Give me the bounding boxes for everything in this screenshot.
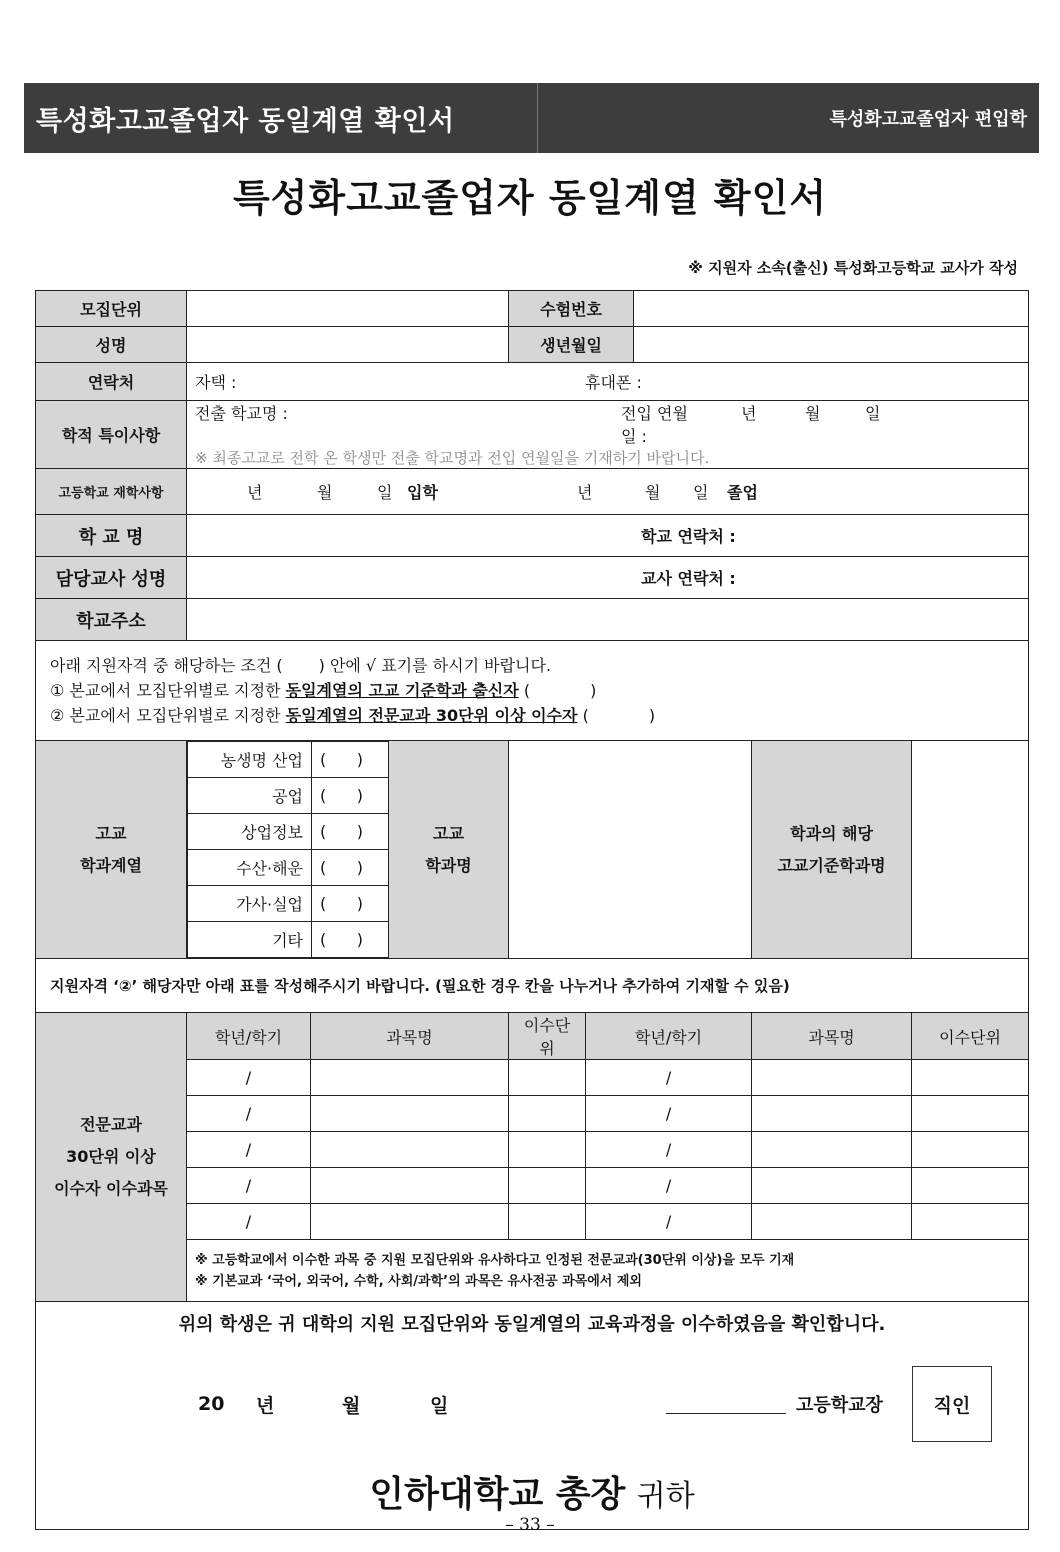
field-home-check[interactable]: ( ) bbox=[312, 886, 389, 922]
grad-month: 월 bbox=[645, 483, 661, 502]
confirmation-form-table bbox=[35, 290, 1029, 1530]
course-note-2: ※ 기본교과 ‘국어, 외국어, 수학, 사회/과학’의 과목은 유사전공 과목에서 제외 bbox=[195, 1273, 642, 1289]
course-block-label bbox=[36, 1013, 187, 1302]
std-dept-label bbox=[752, 741, 912, 959]
transfer-month: 월 bbox=[805, 404, 821, 423]
name-label: 성명 bbox=[36, 327, 187, 363]
teacher-label: 담당교사 성명 bbox=[36, 557, 187, 599]
std-dept-line1: 학과의 해당 bbox=[790, 823, 873, 843]
qualification-block bbox=[36, 641, 1029, 741]
recipient-name: 인하대학교 총장 bbox=[369, 1474, 626, 1515]
confirmation-block bbox=[36, 1302, 1029, 1530]
term-left-1[interactable]: / bbox=[187, 1060, 311, 1096]
subject-right-3[interactable] bbox=[752, 1132, 912, 1168]
recipient-honorific: 귀하 bbox=[636, 1479, 695, 1514]
date-month: 월 bbox=[342, 1394, 361, 1417]
qualification-item-1 bbox=[50, 678, 1014, 703]
qualification-intro bbox=[50, 653, 1014, 678]
subject-left-5[interactable] bbox=[311, 1204, 509, 1240]
course-label-line1: 전문교과 bbox=[80, 1115, 142, 1134]
recipient-line bbox=[36, 1466, 1028, 1517]
enroll-label: 고등학교 재학사항 bbox=[36, 469, 187, 515]
term-left-3[interactable]: / bbox=[187, 1132, 311, 1168]
admit-day: 일 bbox=[377, 483, 393, 502]
item2-prefix: ② 본교에서 모집단위별로 지정한 bbox=[50, 706, 281, 725]
special-field[interactable] bbox=[187, 401, 1029, 469]
dept-series-line2: 학과계열 bbox=[80, 855, 142, 875]
grad-day: 일 bbox=[693, 483, 709, 502]
admission-label: 입학 bbox=[407, 483, 438, 502]
term-left-2[interactable]: / bbox=[187, 1096, 311, 1132]
item1-check-close: ) bbox=[590, 681, 597, 700]
header-divider bbox=[537, 83, 538, 153]
credit-left-4[interactable] bbox=[509, 1168, 586, 1204]
subject-right-4[interactable] bbox=[752, 1168, 912, 1204]
exam-no-label: 수험번호 bbox=[509, 291, 634, 327]
transfer-date-label: 전입 연월일 : bbox=[621, 404, 688, 446]
contact-label: 연락처 bbox=[36, 363, 187, 401]
school-contact-label: 학교 연락처 : bbox=[641, 527, 736, 546]
admit-year: 년 bbox=[247, 483, 263, 502]
col-term-left: 학년/학기 bbox=[187, 1013, 311, 1060]
subject-left-3[interactable] bbox=[311, 1132, 509, 1168]
date-day: 일 bbox=[430, 1394, 449, 1417]
special-label: 학적 특이사항 bbox=[36, 401, 187, 469]
term-right-2[interactable]: / bbox=[586, 1096, 752, 1132]
subject-left-4[interactable] bbox=[311, 1168, 509, 1204]
intro-part-b: ) 안에 √ 표기를 하시기 바랍니다. bbox=[318, 656, 552, 675]
item1-condition: 동일계열의 고교 기준학과 출신자 bbox=[285, 681, 519, 700]
subject-right-5[interactable] bbox=[752, 1204, 912, 1240]
qualification-item-2 bbox=[50, 703, 1014, 728]
col-subject-left: 과목명 bbox=[311, 1013, 509, 1060]
course-note-1: ※ 고등학교에서 이수한 과목 중 지원 모집단위와 유사하다고 인정된 전문교과(30단위 이상)을 모두 기재 bbox=[195, 1252, 795, 1268]
term-left-4[interactable]: / bbox=[187, 1168, 311, 1204]
item2-condition: 동일계열의 전문교과 30단위 이상 이수자 bbox=[285, 706, 578, 725]
field-other: 기타 bbox=[188, 922, 312, 958]
date-century: 20 bbox=[198, 1393, 225, 1415]
dept-series-line1: 고교 bbox=[95, 823, 127, 843]
term-right-3[interactable]: / bbox=[586, 1132, 752, 1168]
dept-series-label bbox=[36, 741, 187, 959]
term-left-5[interactable]: / bbox=[187, 1204, 311, 1240]
credit-right-1[interactable] bbox=[912, 1060, 1029, 1096]
principal-label: 고등학교장 bbox=[796, 1395, 883, 1416]
official-stamp-box bbox=[912, 1366, 992, 1442]
field-home: 가사·실업 bbox=[188, 886, 312, 922]
mobile-phone-label: 휴대폰 : bbox=[585, 373, 642, 392]
enroll-field[interactable] bbox=[187, 469, 1029, 515]
address-field[interactable] bbox=[187, 599, 1029, 641]
item1-prefix: ① 본교에서 모집단위별로 지정한 bbox=[50, 681, 281, 700]
admit-month: 월 bbox=[317, 483, 333, 502]
writer-note: ※ 지원자 소속(출신) 특성화고등학교 교사가 작성 bbox=[688, 259, 1018, 277]
section-header-bar bbox=[24, 83, 1039, 153]
term-right-5[interactable]: / bbox=[586, 1204, 752, 1240]
credit-right-3[interactable] bbox=[912, 1132, 1029, 1168]
intro-part-a: 아래 지원자격 중 해당하는 조건 ( bbox=[50, 656, 283, 675]
stamp-label: 직인 bbox=[933, 1394, 971, 1417]
std-dept-field[interactable] bbox=[912, 741, 1029, 959]
birth-field[interactable] bbox=[634, 327, 1029, 363]
unit-label: 모집단위 bbox=[36, 291, 187, 327]
name-field[interactable] bbox=[187, 327, 509, 363]
confirm-statement: 위의 학생은 귀 대학의 지원 모집단위와 동일계열의 교육과정을 이수하였음을 확인합니다. bbox=[178, 1314, 886, 1335]
credit-left-5[interactable] bbox=[509, 1204, 586, 1240]
field-agri: 농생명 산업 bbox=[188, 742, 312, 778]
transfer-day: 일 bbox=[865, 404, 881, 423]
credit-left-2[interactable] bbox=[509, 1096, 586, 1132]
subject-left-2[interactable] bbox=[311, 1096, 509, 1132]
exam-no-field[interactable] bbox=[634, 291, 1029, 327]
header-right-title: 특성화고교졸업자 편입학 bbox=[829, 109, 1027, 130]
field-agri-check[interactable]: ( ) bbox=[312, 742, 389, 778]
field-industry-check[interactable]: ( ) bbox=[312, 778, 389, 814]
term-right-1[interactable]: / bbox=[586, 1060, 752, 1096]
col-term-right: 학년/학기 bbox=[586, 1013, 752, 1060]
col-subject-right: 과목명 bbox=[752, 1013, 912, 1060]
school-name-label: 학 교 명 bbox=[36, 515, 187, 557]
school-name-field[interactable] bbox=[187, 515, 1029, 557]
unit-field[interactable] bbox=[187, 291, 509, 327]
credit-right-5[interactable] bbox=[912, 1204, 1029, 1240]
course-label-line3: 이수자 이수과목 bbox=[54, 1179, 168, 1198]
header-left-title: 특성화고교졸업자 동일계열 확인서 bbox=[36, 105, 455, 137]
field-fishery-check[interactable]: ( ) bbox=[312, 850, 389, 886]
teacher-field[interactable] bbox=[187, 557, 1029, 599]
dept-name-line1: 고교 bbox=[433, 823, 464, 843]
item2-check-close: ) bbox=[648, 706, 656, 725]
subject-right-2[interactable] bbox=[752, 1096, 912, 1132]
dept-series-options bbox=[187, 741, 389, 959]
principal-signature-line[interactable] bbox=[666, 1395, 786, 1414]
address-label: 학교주소 bbox=[36, 599, 187, 641]
teacher-contact-label: 교사 연락처 : bbox=[641, 569, 736, 588]
field-fishery: 수산·해운 bbox=[188, 850, 312, 886]
field-commerce: 상업정보 bbox=[188, 814, 312, 850]
prev-school-label: 전출 학교명 : bbox=[195, 404, 288, 423]
date-year: 년 bbox=[256, 1394, 275, 1417]
course-instruction: 지원자격 ‘②’ 해당자만 아래 표를 작성해주시기 바랍니다. (필요한 경우 칸을 나누거나 추가하여 기재할 수 있음) bbox=[36, 959, 1029, 1013]
credit-left-3[interactable] bbox=[509, 1132, 586, 1168]
birth-label: 생년월일 bbox=[509, 327, 634, 363]
document-title: 특성화고교졸업자 동일계열 확인서 bbox=[232, 176, 828, 220]
std-dept-line2: 고교기준학과명 bbox=[777, 855, 886, 875]
course-label-line2: 30단위 이상 bbox=[66, 1147, 156, 1166]
sign-row bbox=[36, 1366, 1028, 1442]
dept-name-label bbox=[389, 741, 509, 959]
special-note: ※ 최종고교로 전학 온 학생만 전출 학교명과 전입 연월일을 기재하기 바랍니다. bbox=[195, 449, 710, 467]
dept-name-line2: 학과명 bbox=[425, 855, 472, 875]
course-notes bbox=[187, 1240, 1029, 1302]
item1-check-open[interactable]: ( bbox=[523, 681, 531, 700]
credit-left-1[interactable] bbox=[509, 1060, 586, 1096]
field-other-check[interactable]: ( ) bbox=[312, 922, 389, 958]
field-commerce-check[interactable]: ( ) bbox=[312, 814, 389, 850]
field-industry: 공업 bbox=[188, 778, 312, 814]
col-credit-right: 이수단위 bbox=[912, 1013, 1029, 1060]
transfer-year: 년 bbox=[741, 404, 757, 423]
dept-series-list bbox=[187, 741, 389, 958]
subject-right-1[interactable] bbox=[752, 1060, 912, 1096]
credit-right-4[interactable] bbox=[912, 1168, 1029, 1204]
graduation-label: 졸업 bbox=[727, 483, 758, 502]
grad-year: 년 bbox=[577, 483, 593, 502]
page-number: – 33 – bbox=[505, 1515, 555, 1535]
item2-check-open[interactable]: ( bbox=[582, 706, 589, 725]
credit-right-2[interactable] bbox=[912, 1096, 1029, 1132]
home-phone-label: 자택 : bbox=[195, 373, 237, 392]
contact-field[interactable] bbox=[187, 363, 1029, 401]
dept-name-field[interactable] bbox=[509, 741, 752, 959]
col-credit-left: 이수단위 bbox=[509, 1013, 586, 1060]
subject-left-1[interactable] bbox=[311, 1060, 509, 1096]
term-right-4[interactable]: / bbox=[586, 1168, 752, 1204]
